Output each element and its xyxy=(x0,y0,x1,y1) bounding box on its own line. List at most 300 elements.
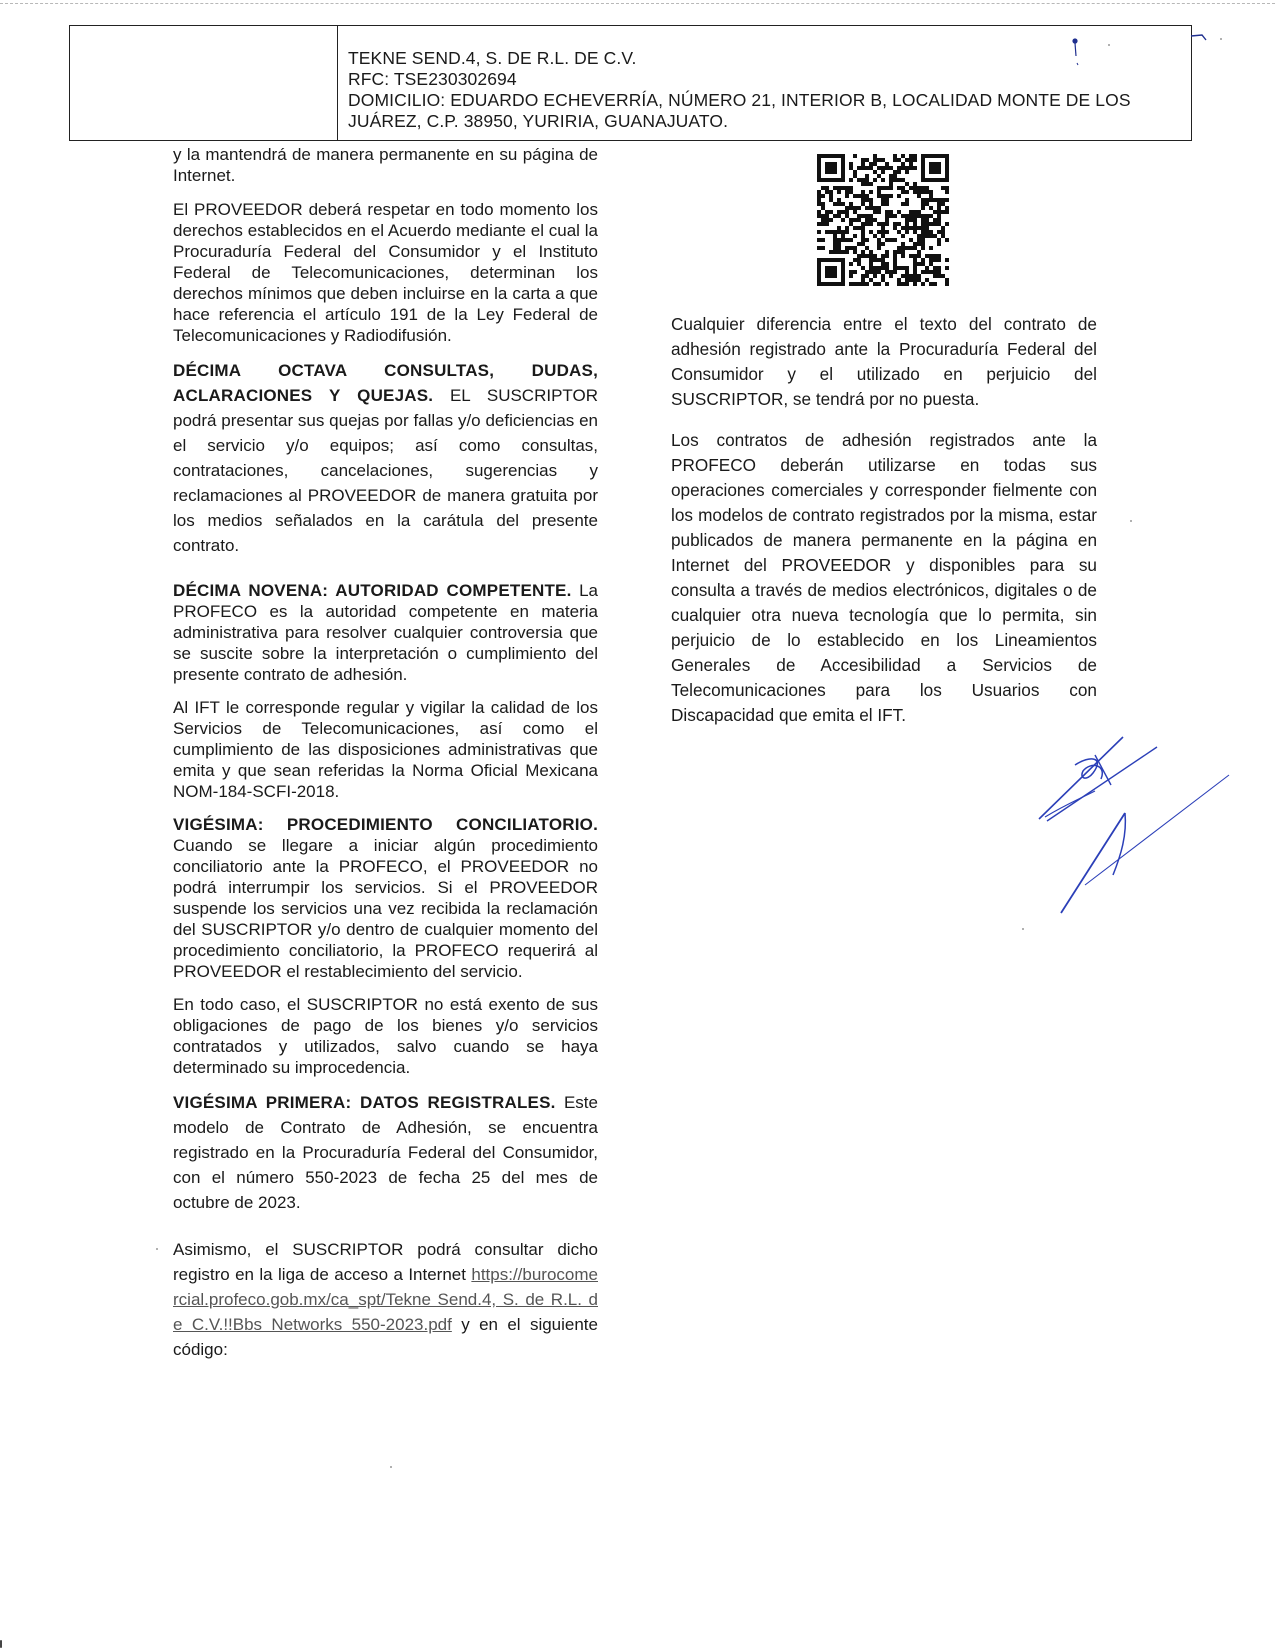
qr-module xyxy=(877,282,881,286)
qr-module xyxy=(861,242,865,246)
qr-module xyxy=(945,198,949,202)
qr-module xyxy=(825,186,829,190)
qr-module xyxy=(909,214,913,218)
qr-module xyxy=(841,210,845,214)
qr-module xyxy=(869,218,873,222)
qr-module xyxy=(885,162,889,166)
qr-module xyxy=(837,246,841,250)
qr-module xyxy=(821,186,825,190)
qr-module xyxy=(861,194,865,198)
qr-module xyxy=(941,226,945,230)
clause-21 xyxy=(173,1090,598,1215)
qr-module xyxy=(913,282,917,286)
qr-module xyxy=(817,246,821,250)
qr-module xyxy=(861,202,865,206)
qr-module xyxy=(917,262,921,266)
qr-module xyxy=(841,234,845,238)
qr-module xyxy=(833,234,837,238)
qr-module xyxy=(905,166,909,170)
qr-module xyxy=(909,238,913,242)
qr-module xyxy=(853,226,857,230)
qr-module xyxy=(893,258,897,262)
qr-module xyxy=(889,214,893,218)
qr-module xyxy=(865,182,869,186)
qr-module xyxy=(913,166,917,170)
clause-18 xyxy=(173,358,598,558)
qr-module xyxy=(861,166,865,170)
clause-19-title: DÉCIMA NOVENA: AUTORIDAD COMPETENTE. xyxy=(173,581,572,600)
qr-module xyxy=(825,218,829,222)
qr-module xyxy=(929,254,933,258)
qr-module xyxy=(873,210,877,214)
qr-module xyxy=(885,202,889,206)
qr-module xyxy=(833,250,837,254)
qr-module xyxy=(897,170,901,174)
qr-module xyxy=(873,266,877,270)
qr-module xyxy=(945,266,949,270)
qr-module xyxy=(901,162,905,166)
qr-module xyxy=(913,182,917,186)
qr-module xyxy=(905,226,909,230)
qr-module xyxy=(901,234,905,238)
qr-module xyxy=(885,166,889,170)
qr-module xyxy=(921,238,925,242)
qr-module xyxy=(861,250,865,254)
qr-module xyxy=(925,254,929,258)
qr-module xyxy=(921,230,925,234)
qr-module xyxy=(825,266,837,278)
asimismo-end: y en el siguiente código: xyxy=(173,1315,598,1359)
qr-module xyxy=(937,218,941,222)
qr-module xyxy=(845,238,849,242)
qr-module xyxy=(857,242,861,246)
qr-module xyxy=(913,186,917,190)
qr-module xyxy=(917,190,921,194)
qr-module xyxy=(893,270,897,274)
qr-module xyxy=(933,254,937,258)
qr-module xyxy=(873,274,877,278)
qr-module xyxy=(945,258,949,262)
qr-module xyxy=(917,234,921,238)
qr-module xyxy=(909,162,913,166)
qr-module xyxy=(825,162,837,174)
qr-module xyxy=(917,242,921,246)
qr-module xyxy=(889,166,893,170)
qr-module xyxy=(861,274,865,278)
qr-module xyxy=(881,170,885,174)
qr-module xyxy=(841,238,845,242)
qr-module xyxy=(857,282,861,286)
qr-module xyxy=(877,238,881,242)
qr-module xyxy=(913,270,917,274)
paragraph-ift: Al IFT le corresponde regular y vigilar la calidad de los Servicios de Telecomunicaciones, así como el cumplimiento de las disposiciones administrativas que emita y que sean referidas la Norma Oficial Mexicana NOM-184-SCFI-2018. xyxy=(173,698,598,801)
qr-module xyxy=(925,214,929,218)
qr-module xyxy=(821,202,825,206)
qr-module xyxy=(857,194,861,198)
qr-module xyxy=(929,262,933,266)
qr-module xyxy=(893,214,897,218)
qr-module xyxy=(869,166,873,170)
qr-module xyxy=(893,254,897,258)
qr-module xyxy=(849,238,853,242)
qr-module xyxy=(881,186,885,190)
qr-module xyxy=(897,186,901,190)
qr-module xyxy=(913,226,917,230)
qr-module xyxy=(921,190,925,194)
qr-module xyxy=(917,254,921,258)
qr-module xyxy=(885,210,889,214)
qr-module xyxy=(901,242,905,246)
qr-module xyxy=(937,266,941,270)
qr-module xyxy=(829,198,833,202)
qr-module xyxy=(877,166,881,170)
qr-module xyxy=(929,246,933,250)
qr-module xyxy=(921,282,925,286)
qr-module xyxy=(933,222,937,226)
qr-module xyxy=(853,282,857,286)
qr-module xyxy=(909,246,913,250)
qr-module xyxy=(897,158,901,162)
qr-module xyxy=(885,254,889,258)
qr-module xyxy=(945,238,949,242)
qr-module xyxy=(917,194,921,198)
qr-module xyxy=(893,262,897,266)
qr-module xyxy=(881,262,885,266)
qr-module xyxy=(941,210,945,214)
qr-module xyxy=(837,186,841,190)
qr-module xyxy=(845,210,849,214)
qr-module xyxy=(873,170,877,174)
qr-module xyxy=(893,238,897,242)
qr-module xyxy=(905,214,909,218)
profeco-registry-link[interactable]: https://burocomercial.profeco.gob.mx/ca_spt/Tekne Send.4, S. de R.L. de C.V.!!Bbs Networks 550-2023.pdf xyxy=(173,1265,598,1334)
qr-module xyxy=(817,222,821,226)
qr-module xyxy=(901,166,905,170)
qr-module xyxy=(933,210,937,214)
qr-module xyxy=(889,194,893,198)
qr-module xyxy=(889,186,893,190)
qr-module xyxy=(865,218,869,222)
qr-module xyxy=(865,222,869,226)
qr-module xyxy=(909,278,913,282)
qr-module xyxy=(901,250,905,254)
qr-module xyxy=(921,222,925,226)
qr-module xyxy=(865,194,869,198)
qr-module xyxy=(865,282,869,286)
qr-module xyxy=(849,218,853,222)
qr-module xyxy=(937,230,941,234)
qr-module xyxy=(841,218,845,222)
qr-module xyxy=(905,274,909,278)
qr-module xyxy=(885,282,889,286)
qr-module xyxy=(837,198,841,202)
qr-module xyxy=(861,230,865,234)
qr-module xyxy=(829,194,833,198)
qr-module xyxy=(917,186,921,190)
qr-module xyxy=(893,226,897,230)
qr-module xyxy=(925,266,929,270)
qr-module xyxy=(833,230,837,234)
signature-stroke-icon xyxy=(1055,765,1230,915)
qr-module xyxy=(829,250,833,254)
qr-module xyxy=(913,254,917,258)
qr-module xyxy=(857,166,861,170)
qr-module xyxy=(821,214,825,218)
clause-21-title: VIGÉSIMA PRIMERA: DATOS REGISTRALES. xyxy=(173,1093,556,1112)
qr-module xyxy=(825,230,829,234)
qr-module xyxy=(933,270,937,274)
qr-module xyxy=(845,214,849,218)
qr-module xyxy=(837,230,841,234)
qr-module xyxy=(837,242,841,246)
qr-module xyxy=(913,262,917,266)
clause-19 xyxy=(173,580,598,685)
qr-module xyxy=(909,274,913,278)
qr-module xyxy=(881,166,885,170)
qr-module xyxy=(937,258,941,262)
qr-module xyxy=(929,206,933,210)
clause-21-text: Este modelo de Contrato de Adhesión, se encuentra registrado en la Procuraduría Federal del Consumidor, con el número 550-2023 de fecha 25 del mes de octubre de 2023. xyxy=(173,1093,598,1212)
qr-module xyxy=(869,214,873,218)
qr-module xyxy=(929,162,941,174)
qr-module xyxy=(817,210,821,214)
paragraph-asimismo xyxy=(173,1237,598,1362)
qr-module xyxy=(853,210,857,214)
qr-module xyxy=(885,262,889,266)
qr-module xyxy=(873,206,877,210)
qr-module xyxy=(905,170,909,174)
qr-module xyxy=(837,226,841,230)
qr-module xyxy=(873,178,877,182)
qr-module xyxy=(849,270,853,274)
qr-module xyxy=(941,198,945,202)
qr-module xyxy=(821,206,825,210)
qr-module xyxy=(921,214,925,218)
qr-module xyxy=(917,250,921,254)
qr-module xyxy=(893,158,897,162)
qr-module xyxy=(917,274,921,278)
qr-module xyxy=(837,250,841,254)
qr-module xyxy=(817,230,821,234)
qr-module xyxy=(897,230,901,234)
qr-module xyxy=(833,246,837,250)
qr-module xyxy=(877,206,881,210)
qr-module xyxy=(929,258,933,262)
qr-module xyxy=(941,234,945,238)
qr-module xyxy=(929,198,933,202)
qr-module xyxy=(881,278,885,282)
qr-module xyxy=(857,206,861,210)
qr-module xyxy=(893,222,897,226)
qr-module xyxy=(925,278,929,282)
qr-module xyxy=(837,214,841,218)
qr-module xyxy=(925,190,929,194)
qr-module xyxy=(921,262,925,266)
qr-module xyxy=(925,270,929,274)
company-address: DOMICILIO: EDUARDO ECHEVERRÍA, NÚMERO 21, INTERIOR B, LOCALIDAD MONTE DE LOS JUÁREZ, C.P. 38950, YURIRIA, GUANAJUATO. xyxy=(348,90,1131,131)
qr-module xyxy=(877,266,881,270)
qr-module xyxy=(889,182,893,186)
qr-module xyxy=(885,250,889,254)
right-column xyxy=(671,312,1097,740)
qr-module xyxy=(917,226,921,230)
qr-module xyxy=(873,258,877,262)
qr-module xyxy=(885,214,889,218)
qr-module xyxy=(897,178,901,182)
qr-module xyxy=(897,282,901,286)
qr-module xyxy=(901,186,905,190)
qr-module xyxy=(861,222,865,226)
qr-module xyxy=(913,258,917,262)
qr-module xyxy=(873,218,877,222)
qr-module xyxy=(905,278,909,282)
qr-module xyxy=(869,262,873,266)
qr-module xyxy=(861,238,865,242)
qr-module xyxy=(845,230,849,234)
qr-module xyxy=(881,178,885,182)
qr-module xyxy=(937,206,941,210)
qr-module xyxy=(905,246,909,250)
qr-module xyxy=(821,194,825,198)
qr-module xyxy=(845,190,849,194)
qr-module xyxy=(937,222,941,226)
qr-module xyxy=(901,202,905,206)
qr-module xyxy=(849,222,853,226)
qr-module xyxy=(841,202,845,206)
qr-module xyxy=(817,194,821,198)
qr-module xyxy=(853,246,857,250)
qr-module xyxy=(865,270,869,274)
qr-module xyxy=(861,278,865,282)
qr-module xyxy=(937,238,941,242)
qr-module xyxy=(905,158,909,162)
qr-module xyxy=(929,270,933,274)
qr-module xyxy=(877,174,881,178)
qr-module xyxy=(917,210,921,214)
qr-module xyxy=(833,214,837,218)
asimismo-text: Asimismo, el SUSCRIPTOR podrá consultar dicho registro en la liga de acceso a Internet xyxy=(173,1240,598,1284)
qr-module xyxy=(921,186,925,190)
qr-module xyxy=(925,186,929,190)
qr-module xyxy=(845,186,849,190)
clause-19-text: La PROFECO es la autoridad competente en materia administrativa para resolver cualquier controversia que se suscite sobre la interpretación o cumplimiento del presente contrato de adhesión. xyxy=(173,581,598,684)
qr-module xyxy=(893,174,897,178)
qr-module xyxy=(921,202,925,206)
qr-module xyxy=(905,230,909,234)
qr-module xyxy=(849,262,853,266)
qr-module xyxy=(853,206,857,210)
qr-module xyxy=(937,270,941,274)
qr-module xyxy=(905,218,909,222)
paragraph-proveedor-derechos: El PROVEEDOR deberá respetar en todo momento los derechos establecidos en el Acuerdo mediante el cual la Procuraduría Federal del Consumidor y el Instituto Federal de Telecomunicaciones, determinan los derechos mínimos que deben incluirse en la carta a que hace referencia el artículo 191 de la Ley Federal de Telecomunicaciones y Radiodifusión. xyxy=(173,200,598,345)
qr-module xyxy=(921,270,925,274)
qr-module xyxy=(877,258,881,262)
qr-module xyxy=(889,174,893,178)
qr-module xyxy=(877,242,881,246)
qr-module xyxy=(901,282,905,286)
qr-module xyxy=(833,186,837,190)
qr-module xyxy=(865,254,869,258)
qr-module xyxy=(897,210,901,214)
qr-module xyxy=(861,182,865,186)
qr-module xyxy=(817,238,821,242)
qr-module xyxy=(861,190,865,194)
qr-module xyxy=(817,190,821,194)
qr-module xyxy=(897,278,901,282)
qr-module xyxy=(909,254,913,258)
qr-module xyxy=(925,222,929,226)
qr-module xyxy=(825,210,829,214)
qr-module xyxy=(913,222,917,226)
qr-module xyxy=(901,254,905,258)
qr-module xyxy=(873,162,877,166)
qr-module xyxy=(881,222,885,226)
qr-module xyxy=(865,198,869,202)
qr-module xyxy=(853,194,857,198)
left-column xyxy=(173,144,598,1374)
qr-module xyxy=(873,234,877,238)
qr-module xyxy=(913,210,917,214)
qr-module xyxy=(913,278,917,282)
clause-20-title: VIGÉSIMA: PROCEDIMIENTO CONCILIATORIO. xyxy=(173,815,598,834)
qr-module xyxy=(897,194,901,198)
qr-module xyxy=(905,282,909,286)
qr-module xyxy=(921,242,925,246)
qr-module xyxy=(857,218,861,222)
qr-module xyxy=(865,174,869,178)
qr-module xyxy=(913,190,917,194)
qr-module xyxy=(825,214,829,218)
qr-module xyxy=(873,254,877,258)
qr-module xyxy=(821,238,825,242)
qr-module xyxy=(921,198,925,202)
qr-module xyxy=(901,214,905,218)
qr-module xyxy=(865,246,869,250)
qr-module xyxy=(873,154,877,158)
qr-module xyxy=(881,230,885,234)
qr-module xyxy=(941,186,945,190)
qr-module xyxy=(853,258,857,262)
qr-module xyxy=(861,158,865,162)
qr-module xyxy=(885,270,889,274)
qr-module xyxy=(877,230,881,234)
qr-module xyxy=(881,158,885,162)
qr-module xyxy=(889,178,893,182)
qr-module xyxy=(901,246,905,250)
qr-module xyxy=(817,214,821,218)
qr-module xyxy=(901,226,905,230)
paragraph-diferencia: Cualquier diferencia entre el texto del contrato de adhesión registrado ante la Procuraduría Federal del Consumidor y el utilizado en perjuicio del SUSCRIPTOR, se tendrá por no puesta. xyxy=(671,314,1097,409)
qr-module xyxy=(933,282,937,286)
header-box xyxy=(69,25,1192,141)
qr-module xyxy=(849,166,853,170)
qr-module xyxy=(921,206,925,210)
qr-module xyxy=(861,178,865,182)
qr-module xyxy=(837,238,841,242)
qr-module xyxy=(921,246,925,250)
qr-module xyxy=(909,158,913,162)
qr-module xyxy=(845,206,849,210)
qr-module xyxy=(877,246,881,250)
qr-module xyxy=(857,178,861,182)
qr-module xyxy=(881,266,885,270)
qr-module xyxy=(889,238,893,242)
qr-module xyxy=(937,210,941,214)
qr-module xyxy=(877,194,881,198)
qr-module xyxy=(885,194,889,198)
qr-module xyxy=(929,230,933,234)
qr-module xyxy=(833,202,837,206)
